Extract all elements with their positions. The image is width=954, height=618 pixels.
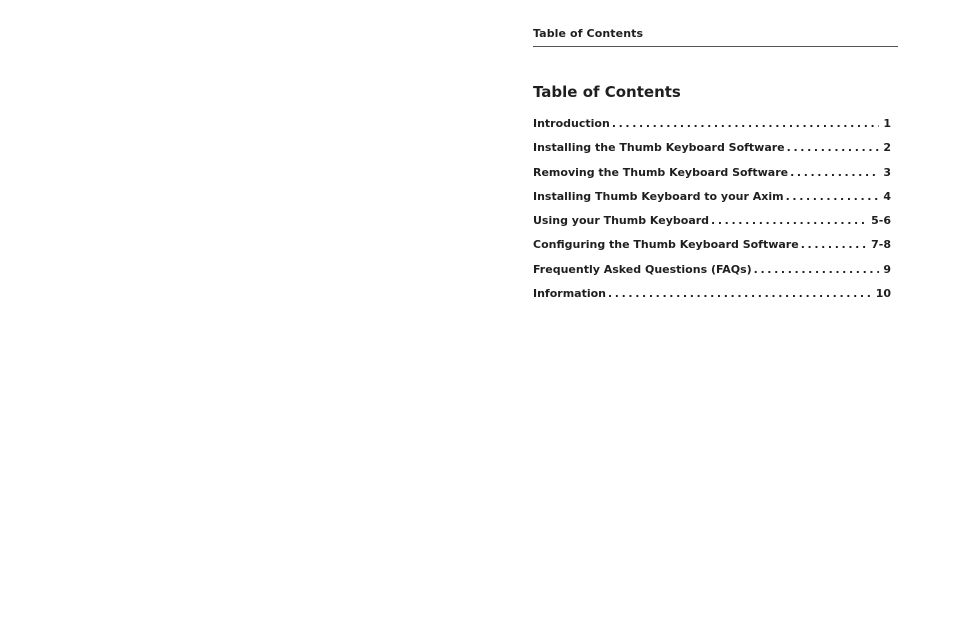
toc-entry-configuring-software[interactable] [533,237,891,261]
dot-leader [711,213,867,228]
dot-leader [801,237,867,252]
dot-leader [786,189,880,204]
toc-list [533,116,891,310]
toc-entry-label: Frequently Asked Questions (FAQs) [533,262,752,276]
toc-entry-page: 7-8 [871,238,891,252]
toc-entry-label: Installing the Thumb Keyboard Software [533,141,785,155]
toc-entry-label: Using your Thumb Keyboard [533,214,710,228]
dot-leader [790,165,879,180]
dot-leader [787,140,880,155]
toc-entry-label: Installing Thumb Keyboard to your Axim [533,189,784,203]
toc-entry-page: 4 [883,189,891,203]
toc-entry-page: 9 [883,262,891,276]
toc-entry-removing-software[interactable] [533,165,891,189]
toc-entry-information[interactable] [533,286,891,310]
toc-entry-page: 1 [883,117,891,130]
toc-entry-page: 3 [883,165,891,179]
toc-entry-introduction[interactable] [533,116,891,140]
toc-title: Table of Contents [533,83,681,101]
toc-entry-label: Removing the Thumb Keyboard Software [533,165,789,179]
toc-entry-installing-to-axim[interactable] [533,189,891,213]
toc-entry-page: 5-6 [871,214,891,228]
toc-entry-page: 2 [883,141,891,155]
toc-entry-faqs[interactable] [533,262,891,286]
dot-leader [754,262,880,277]
toc-entry-label: Introduction [533,117,610,130]
dot-leader [612,116,880,131]
header-divider [533,46,898,47]
toc-entry-label: Configuring the Thumb Keyboard Software [533,238,799,252]
toc-entry-using-keyboard[interactable] [533,213,891,237]
toc-entry-installing-software[interactable] [533,140,891,164]
toc-entry-label: Information [533,287,606,301]
toc-entry-page: 10 [875,287,891,301]
dot-leader [608,286,872,301]
running-header: Table of Contents [533,27,644,40]
